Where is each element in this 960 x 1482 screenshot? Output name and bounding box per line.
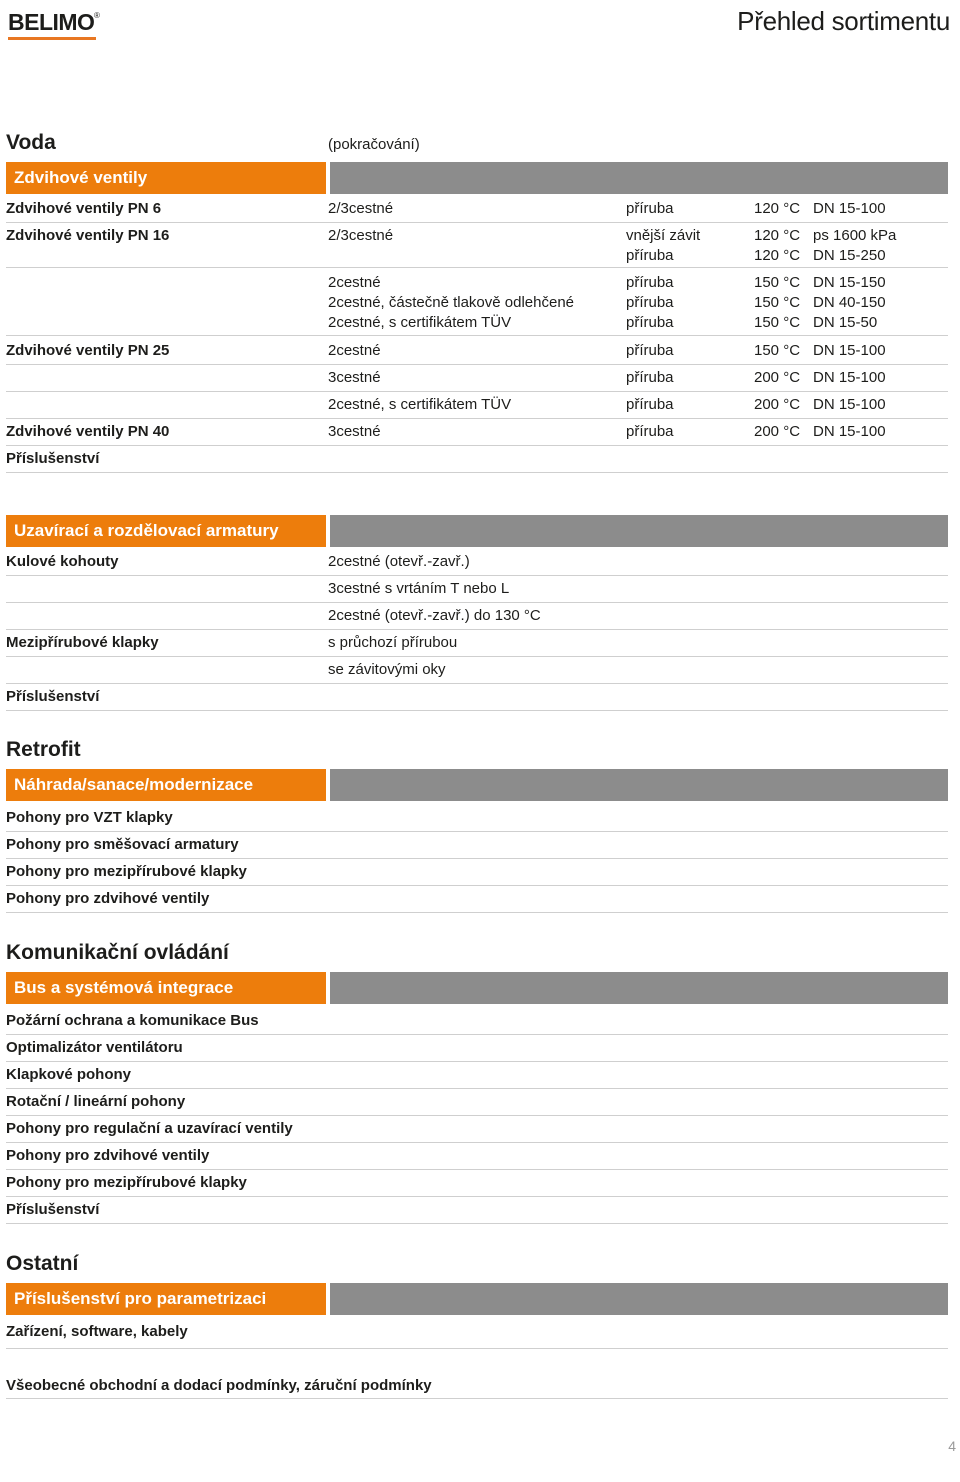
cell-temperature: 150 °C — [754, 294, 801, 311]
cell-connection: příruba — [626, 274, 674, 291]
cell-temperature: 120 °C — [754, 247, 801, 264]
row-divider — [6, 335, 948, 336]
cell-valve-type: se závitovými oky — [328, 661, 446, 678]
table-row — [6, 807, 948, 832]
belimo-logo — [8, 9, 98, 36]
table-row — [6, 551, 948, 576]
cell-valve-type: s průchozí přírubou — [328, 634, 458, 651]
row-divider — [6, 1034, 948, 1035]
row-label[interactable]: Příslušenství — [6, 688, 100, 705]
table-row — [6, 605, 948, 630]
cell-connection: příruba — [626, 200, 674, 217]
page-title: Přehled sortimentu — [737, 6, 950, 36]
row-label[interactable]: Pohony pro regulační a uzavírací ventily — [6, 1120, 293, 1137]
cell-nominal-size: DN 15-100 — [813, 423, 886, 440]
row-divider — [6, 683, 948, 684]
table-row — [6, 686, 948, 711]
table-row — [6, 367, 948, 392]
category-band-gray — [330, 769, 948, 801]
table-row — [6, 1199, 948, 1224]
table-row — [6, 272, 948, 336]
table-row — [6, 1145, 948, 1170]
category-band-label: Zdvihové ventily — [14, 168, 148, 187]
row-divider — [6, 912, 948, 913]
section-title-water: Voda — [6, 131, 56, 154]
row-divider — [6, 656, 948, 657]
table-row — [6, 225, 948, 268]
table-row — [6, 448, 948, 473]
category-band-gray — [330, 1283, 948, 1315]
cell-valve-type: 3cestné — [328, 369, 381, 386]
cell-connection: příruba — [626, 342, 674, 359]
section-title-other: Ostatní — [6, 1252, 79, 1275]
category-band-label: Uzavírací a rozdělovací armatury — [14, 521, 279, 540]
table-row — [6, 1172, 948, 1197]
logo-underline — [8, 37, 96, 40]
row-divider — [6, 629, 948, 630]
row-label[interactable]: Optimalizátor ventilátoru — [6, 1039, 183, 1056]
row-divider — [6, 858, 948, 859]
cell-nominal-size: DN 40-150 — [813, 294, 886, 311]
cell-connection: příruba — [626, 423, 674, 440]
row-divider — [6, 831, 948, 832]
cell-valve-type: 3cestné s vrtáním T nebo L — [328, 580, 510, 597]
row-label[interactable]: Klapkové pohony — [6, 1066, 132, 1083]
cell-connection: vnější závit — [626, 227, 701, 244]
section-title-retrofit: Retrofit — [6, 738, 81, 761]
category-band-parametrization — [6, 1283, 326, 1315]
cell-nominal-size: DN 15-100 — [813, 200, 886, 217]
row-label[interactable]: Příslušenství — [6, 1201, 100, 1218]
row-divider — [6, 1196, 948, 1197]
cell-connection: příruba — [626, 396, 674, 413]
row-label[interactable]: Pohony pro směšovací armatury — [6, 836, 239, 853]
cell-temperature: 200 °C — [754, 369, 801, 386]
table-row — [6, 1010, 948, 1035]
row-divider — [6, 710, 948, 711]
category-band-bus — [6, 972, 326, 1004]
table-row — [6, 1064, 948, 1089]
category-band-gray — [330, 972, 948, 1004]
row-divider — [6, 1223, 948, 1224]
row-divider — [6, 1142, 948, 1143]
row-label[interactable]: Pohony pro zdvihové ventily — [6, 890, 210, 907]
row-divider — [6, 575, 948, 576]
cell-nominal-size: DN 15-150 — [813, 274, 886, 291]
section-title-communication: Komunikační ovládání — [6, 941, 229, 964]
cell-valve-type: 2/3cestné — [328, 200, 394, 217]
row-label[interactable]: Zdvihové ventily PN 40 — [6, 423, 170, 440]
row-label[interactable]: Kulové kohouty — [6, 553, 119, 570]
cell-connection: příruba — [626, 369, 674, 386]
row-divider — [6, 1398, 948, 1399]
table-row — [6, 888, 948, 913]
category-band-lift-valves — [6, 162, 326, 194]
cell-valve-type: 2cestné (otevř.-zavř.) — [328, 553, 470, 570]
terms-link[interactable]: Všeobecné obchodní a dodací podmínky, záruční podmínky — [6, 1377, 432, 1394]
cell-temperature: 200 °C — [754, 423, 801, 440]
cell-valve-type: 2/3cestné — [328, 227, 394, 244]
row-label[interactable]: Pohony pro VZT klapky — [6, 809, 173, 826]
row-label[interactable]: Pohony pro mezipřírubové klapky — [6, 863, 247, 880]
cell-valve-type: 2cestné, s certifikátem TÜV — [328, 396, 512, 413]
table-row — [6, 198, 948, 223]
row-label[interactable]: Rotační / lineární pohony — [6, 1093, 186, 1110]
page-number: 4 — [948, 1438, 956, 1454]
cell-nominal-size: DN 15-50 — [813, 314, 878, 331]
row-divider — [6, 364, 948, 365]
table-row — [6, 834, 948, 859]
cell-nominal-size: DN 15-100 — [813, 342, 886, 359]
table-row — [6, 394, 948, 419]
cell-nominal-size: DN 15-100 — [813, 396, 886, 413]
row-divider — [6, 602, 948, 603]
table-row — [6, 1118, 948, 1143]
table-row — [6, 632, 948, 657]
row-divider — [6, 445, 948, 446]
row-divider — [6, 222, 948, 223]
cell-valve-type: 2cestné — [328, 342, 381, 359]
row-label[interactable]: Zdvihové ventily PN 16 — [6, 227, 170, 244]
cell-nominal-size: ps 1600 kPa — [813, 227, 897, 244]
cell-connection: příruba — [626, 247, 674, 264]
table-row — [6, 421, 948, 446]
row-divider — [6, 885, 948, 886]
cell-nominal-size: DN 15-250 — [813, 247, 886, 264]
row-label[interactable]: Pohony pro mezipřírubové klapky — [6, 1174, 247, 1191]
cell-valve-type: 2cestné, s certifikátem TÜV — [328, 314, 512, 331]
table-row — [6, 1037, 948, 1062]
cell-connection: příruba — [626, 314, 674, 331]
category-band-gray — [330, 515, 948, 547]
logo-registered-mark: ® — [94, 11, 100, 20]
table-row — [6, 861, 948, 886]
table-row — [6, 1321, 948, 1349]
cell-valve-type: 2cestné — [328, 274, 381, 291]
row-label[interactable]: Požární ochrana a komunikace Bus — [6, 1012, 259, 1029]
cell-temperature: 200 °C — [754, 396, 801, 413]
category-band-gray — [330, 162, 948, 194]
row-divider — [6, 1061, 948, 1062]
cell-valve-type: 2cestné (otevř.-zavř.) do 130 °C — [328, 607, 541, 624]
row-divider — [6, 1348, 948, 1349]
cell-connection: příruba — [626, 294, 674, 311]
row-label[interactable]: Zdvihové ventily PN 6 — [6, 200, 162, 217]
cell-temperature: 120 °C — [754, 200, 801, 217]
row-divider — [6, 391, 948, 392]
cell-valve-type: 2cestné, částečně tlakově odlehčené — [328, 294, 574, 311]
row-label[interactable]: Příslušenství — [6, 450, 100, 467]
row-label[interactable]: Mezipřírubové klapky — [6, 634, 159, 651]
cell-temperature: 150 °C — [754, 274, 801, 291]
table-row — [6, 578, 948, 603]
category-band-label: Náhrada/sanace/modernizace — [14, 775, 254, 794]
row-divider — [6, 267, 948, 268]
table-row — [6, 340, 948, 365]
table-row — [6, 659, 948, 684]
cell-temperature: 150 °C — [754, 342, 801, 359]
category-band-retrofit — [6, 769, 326, 801]
cell-temperature: 150 °C — [754, 314, 801, 331]
row-divider — [6, 1169, 948, 1170]
category-band-label: Bus a systémová integrace — [14, 978, 234, 997]
row-divider — [6, 418, 948, 419]
row-label[interactable]: Pohony pro zdvihové ventily — [6, 1147, 210, 1164]
logo-text: BELIMO — [8, 9, 95, 35]
row-divider — [6, 472, 948, 473]
category-band-shutoff-valves — [6, 515, 326, 547]
continued-note: (pokračování) — [328, 136, 420, 153]
terms-row — [6, 1375, 948, 1399]
row-label[interactable]: Zdvihové ventily PN 25 — [6, 342, 170, 359]
row-label[interactable]: Zařízení, software, kabely — [6, 1323, 188, 1340]
cell-temperature: 120 °C — [754, 227, 801, 244]
cell-nominal-size: DN 15-100 — [813, 369, 886, 386]
row-divider — [6, 1088, 948, 1089]
row-divider — [6, 1115, 948, 1116]
table-row — [6, 1091, 948, 1116]
category-band-label: Příslušenství pro parametrizaci — [14, 1289, 267, 1308]
cell-valve-type: 3cestné — [328, 423, 381, 440]
